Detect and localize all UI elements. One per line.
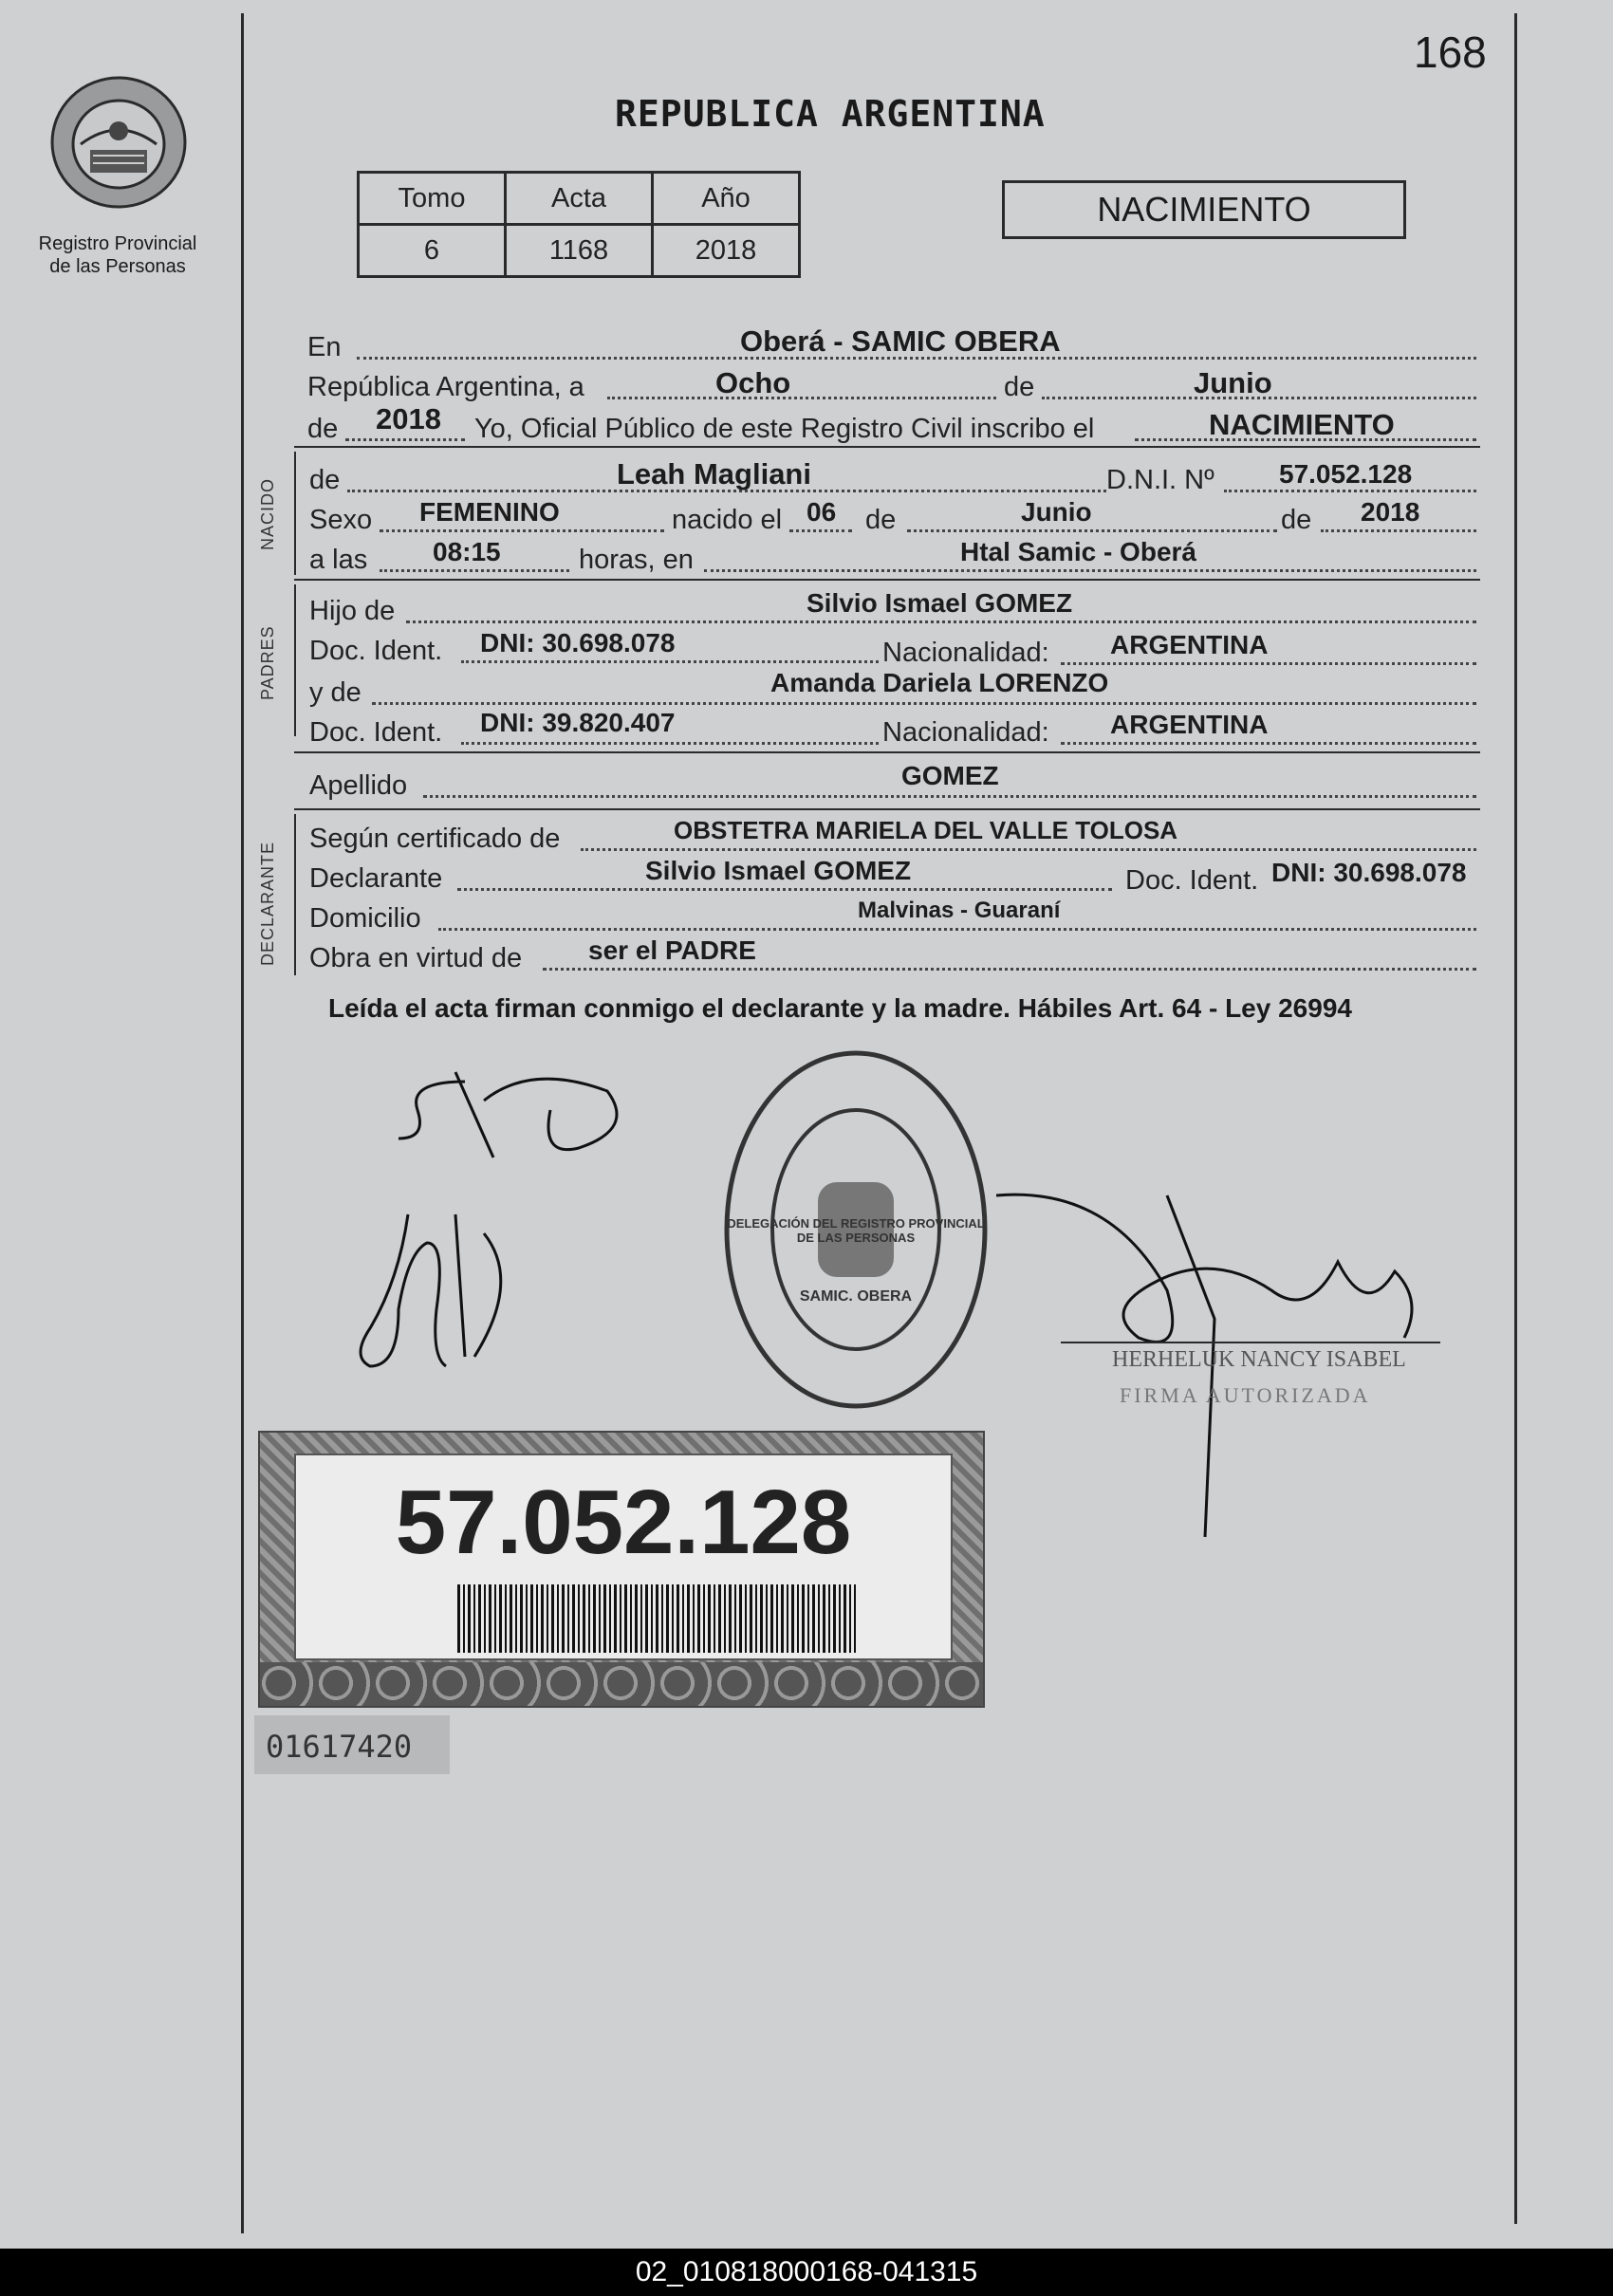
mother-nationality: ARGENTINA	[1110, 710, 1269, 739]
table-header-anio: Año	[653, 173, 800, 225]
de-label-1: de	[1004, 372, 1035, 402]
sexo-value: FEMENINO	[419, 497, 560, 527]
page-number: 168	[1414, 28, 1487, 77]
apellido-label: Apellido	[309, 770, 408, 801]
child-dni: 57.052.128	[1279, 459, 1413, 489]
sticker-panel	[294, 1454, 953, 1660]
declarante-label: Declarante	[309, 863, 443, 894]
mother-doc: DNI: 39.820.407	[480, 708, 676, 737]
stamp-inner-text: SAMIC. OBERA	[799, 1288, 913, 1305]
republic-label: República Argentina, a	[307, 372, 584, 402]
left-margin-line	[241, 13, 244, 2233]
footer-bar	[0, 2249, 1613, 2296]
official-role: FIRMA AUTORIZADA	[1120, 1383, 1371, 1407]
signature-line	[1061, 1342, 1440, 1343]
year-value: 2018	[376, 402, 441, 435]
dni-label: D.N.I. Nº	[1106, 465, 1214, 495]
declarante-doc-label: Doc. Ident.	[1125, 865, 1259, 896]
declarante-doc: DNI: 30.698.078	[1271, 858, 1467, 887]
nacido-bracket	[294, 452, 296, 575]
father-nat-label: Nacionalidad:	[882, 638, 1049, 668]
sticker-pattern	[260, 1662, 983, 1706]
signature-mother	[342, 1195, 531, 1385]
table-value-anio: 2018	[653, 225, 800, 277]
father-nationality: ARGENTINA	[1110, 630, 1269, 659]
apellido-value: GOMEZ	[901, 761, 999, 790]
padres-section-label: PADRES	[258, 625, 277, 700]
record-table	[357, 171, 801, 278]
birth-year: 2018	[1361, 497, 1420, 527]
place-value: Oberá - SAMIC OBERA	[740, 324, 1061, 358]
day-value: Ocho	[715, 366, 791, 399]
separator	[294, 808, 1480, 810]
nacido-section-label: NACIDO	[258, 477, 277, 550]
en-label: En	[307, 332, 342, 362]
sticker-number: 57.052.128	[395, 1472, 852, 1573]
declarante-bracket	[294, 814, 296, 975]
declarante-section-label: DECLARANTE	[258, 841, 277, 966]
table-header-acta: Acta	[506, 173, 653, 225]
official-name: HERHELUK NANCY ISABEL	[1112, 1347, 1406, 1372]
logo-caption-1: Registro Provincial	[38, 233, 197, 254]
stamp-ring-text: DELEGACIÓN DEL REGISTRO PROVINCIAL DE LAS PERSONAS	[727, 1216, 985, 1245]
logo-caption-2: de las Personas	[49, 256, 186, 277]
table-value-tomo: 6	[359, 225, 506, 277]
hijo-label: Hijo de	[309, 596, 396, 626]
father-name: Silvio Ismael GOMEZ	[806, 588, 1073, 618]
mother-name: Amanda Dariela LORENZO	[770, 668, 1109, 697]
separator	[294, 446, 1480, 448]
official-stamp	[714, 1040, 998, 1419]
mother-doc-label: Doc. Ident.	[309, 717, 443, 748]
month-value: Junio	[1194, 366, 1272, 399]
padres-bracket	[294, 584, 296, 736]
a-las-label: a las	[309, 545, 368, 575]
domicilio-value: Malvinas - Guaraní	[858, 898, 1061, 923]
official-text: Yo, Oficial Público de este Registro Civil inscribo el	[474, 414, 1095, 444]
barcode	[457, 1584, 856, 1653]
obra-label: Obra en virtud de	[309, 943, 523, 973]
act-value: NACIMIENTO	[1209, 408, 1395, 441]
mother-nat-label: Nacionalidad:	[882, 717, 1049, 748]
domicilio-label: Domicilio	[309, 903, 421, 934]
birth-day: 06	[806, 497, 837, 527]
birth-time: 08:15	[433, 537, 501, 566]
declarante-name: Silvio Ismael GOMEZ	[645, 856, 912, 885]
serial-number: 01617420	[266, 1729, 413, 1765]
father-doc-label: Doc. Ident.	[309, 636, 443, 666]
father-doc: DNI: 30.698.078	[480, 628, 676, 657]
nacido-de-label: de	[309, 465, 341, 495]
table-header-tomo: Tomo	[359, 173, 506, 225]
signature-declarante	[389, 1044, 645, 1205]
nacido-de-label-2: de	[865, 505, 897, 535]
y-de-label: y de	[309, 677, 362, 708]
serial-box	[254, 1715, 450, 1774]
record-type: NACIMIENTO	[1097, 190, 1311, 229]
record-type-box	[1002, 180, 1406, 239]
closing-text: Leída el acta firman conmigo el declarante y la madre. Hábiles Art. 64 - Ley 26994	[328, 993, 1352, 1023]
cert-value: OBSTETRA MARIELA DEL VALLE TOLOSA	[674, 816, 1178, 844]
sexo-label: Sexo	[309, 505, 373, 535]
birth-place: Htal Samic - Oberá	[960, 537, 1196, 566]
nacido-de-label-3: de	[1281, 505, 1312, 535]
footer-text: 02_010818000168-041315	[635, 2256, 978, 2287]
table-value-acta: 1168	[506, 225, 653, 277]
dni-sticker	[258, 1431, 985, 1708]
province-logo	[47, 68, 190, 211]
page-title: REPUBLICA ARGENTINA	[615, 93, 1046, 135]
obra-value: ser el PADRE	[588, 935, 756, 965]
separator	[294, 579, 1480, 581]
child-name: Leah Magliani	[617, 457, 811, 491]
horas-label: horas, en	[579, 545, 694, 575]
nacido-el-label: nacido el	[672, 505, 783, 535]
de-label-2: de	[307, 414, 339, 444]
separator	[294, 751, 1480, 753]
right-margin-line	[1514, 13, 1517, 2224]
cert-label: Según certificado de	[309, 824, 561, 854]
birth-month: Junio	[1021, 497, 1092, 527]
coat-of-arms-icon	[47, 68, 190, 211]
